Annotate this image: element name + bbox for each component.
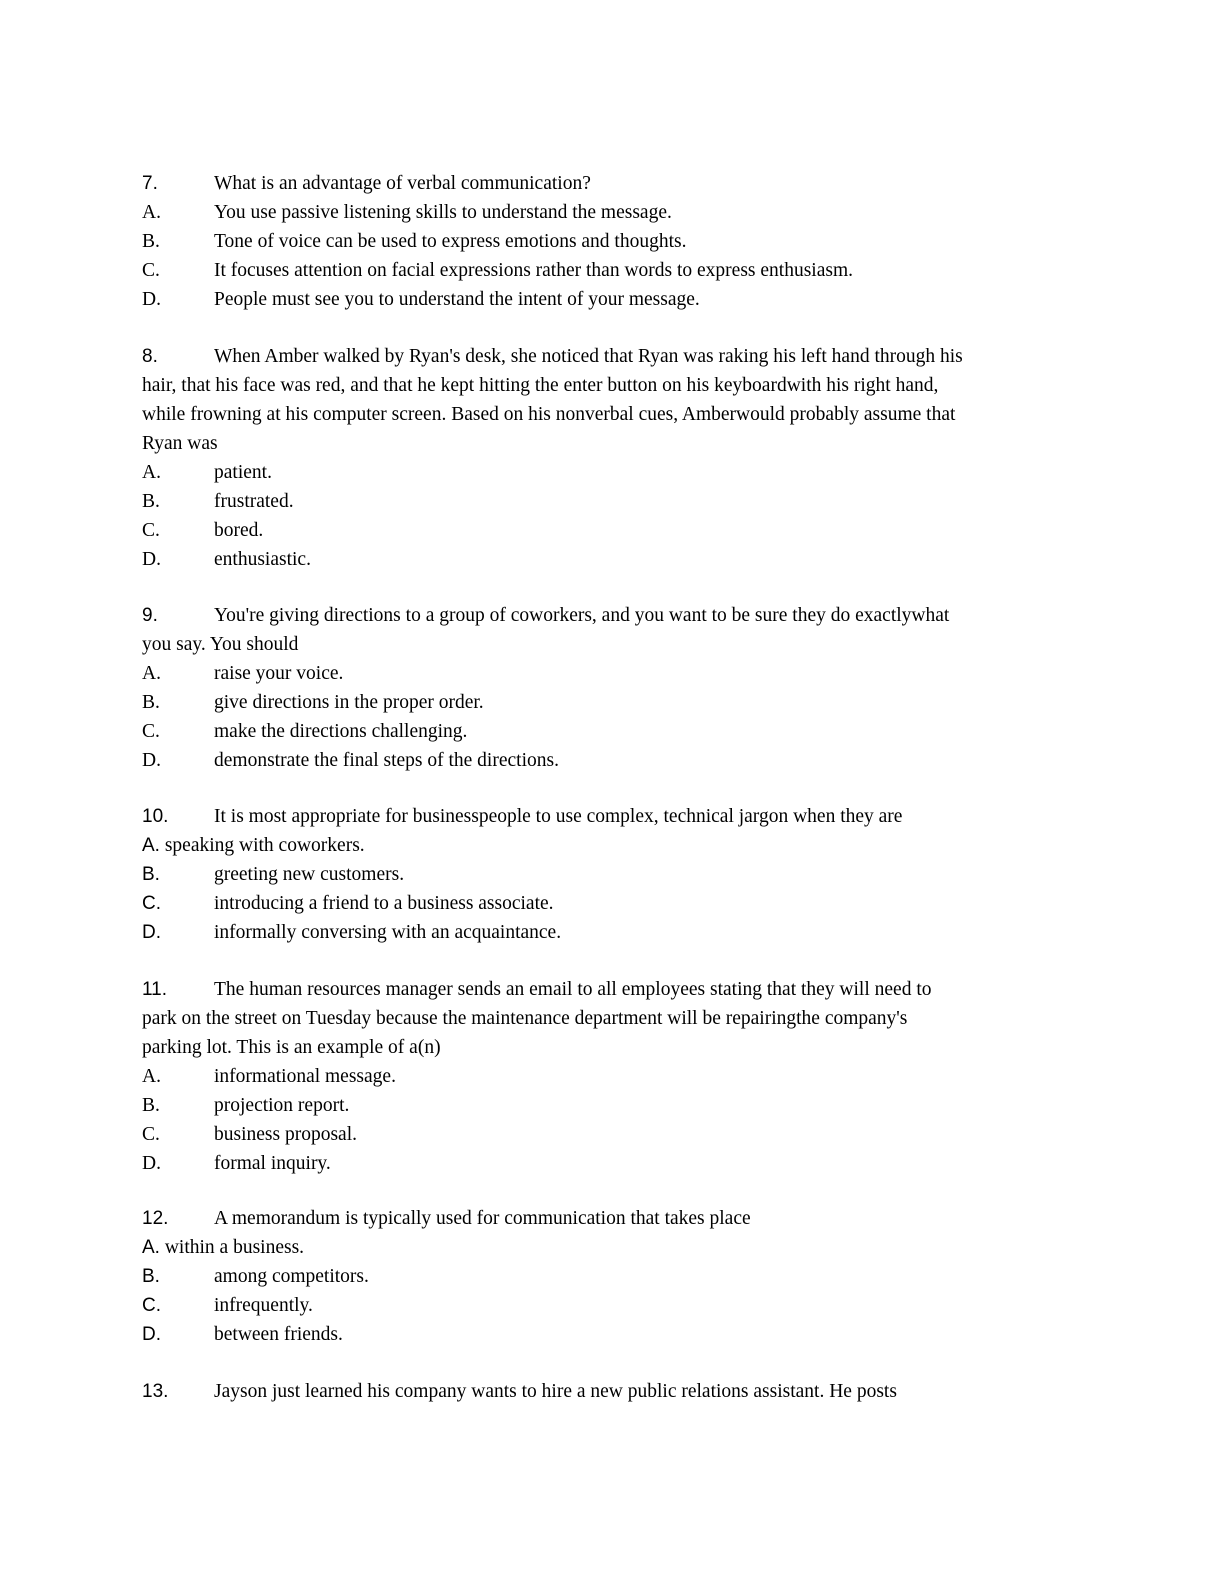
question-number: 7. (142, 173, 158, 194)
option-text: You use passive listening skills to understand the message. (214, 202, 672, 223)
option-text: greeting new customers. (214, 864, 405, 885)
option-letter: B. (142, 692, 160, 713)
option-letter: A. (142, 663, 161, 684)
question-text: park on the street on Tuesday because the maintenance department will be repairingthe company's (142, 1008, 908, 1029)
option-letter: C. (142, 260, 160, 281)
question-13 (142, 1377, 1072, 1406)
question-text: A memorandum is typically used for communication that takes place (214, 1208, 751, 1229)
question-stem (142, 802, 1072, 831)
option-c (142, 717, 1072, 746)
option-a (142, 831, 1072, 860)
option-letter: B. (142, 491, 160, 512)
option-text: informally conversing with an acquaintance. (214, 922, 562, 943)
option-letter: A. (142, 462, 161, 483)
question-text: Ryan was (142, 433, 218, 454)
option-letter: D. (142, 289, 161, 310)
option-text: enthusiastic. (214, 549, 311, 570)
question-text: hair, that his face was red, and that he kept hitting the enter button on his keyboardwith his right hand, (142, 375, 939, 396)
option-text: projection report. (214, 1095, 350, 1116)
question-number: 12. (142, 1208, 169, 1229)
option-c (142, 256, 1072, 285)
question-number: 8. (142, 346, 158, 367)
option-c (142, 889, 1072, 918)
option-letter: A. (142, 1237, 160, 1258)
question-text: you say. You should (142, 634, 299, 655)
option-text: It focuses attention on facial expressions rather than words to express enthusiasm. (214, 260, 853, 281)
question-11 (142, 975, 1072, 1178)
question-7 (142, 169, 1072, 314)
question-number: 11. (142, 979, 168, 1000)
question-stem (142, 1204, 1072, 1233)
question-8 (142, 342, 1072, 574)
option-letter: D. (142, 750, 161, 771)
question-stem-line (142, 601, 1072, 630)
question-text: When Amber walked by Ryan's desk, she noticed that Ryan was raking his left hand through his (214, 346, 963, 367)
option-letter: C. (142, 520, 160, 541)
option-a (142, 659, 1072, 688)
option-text: infrequently. (214, 1295, 313, 1316)
question-stem-line (142, 1004, 1072, 1033)
question-text: Jayson just learned his company wants to hire a new public relations assistant. He posts (214, 1381, 897, 1402)
option-c (142, 1120, 1072, 1149)
option-c (142, 516, 1072, 545)
option-text: Tone of voice can be used to express emotions and thoughts. (214, 231, 687, 252)
option-b (142, 688, 1072, 717)
option-text: introducing a friend to a business associate. (214, 893, 554, 914)
question-stem (142, 1377, 1072, 1406)
option-letter: C. (142, 721, 160, 742)
option-d (142, 1320, 1072, 1349)
question-number: 10. (142, 806, 169, 827)
question-text: You're giving directions to a group of coworkers, and you want to be sure they do exactlywhat (214, 605, 950, 626)
question-text: The human resources manager sends an email to all employees stating that they will need to (214, 979, 932, 1000)
option-a (142, 1233, 1072, 1262)
option-text: demonstrate the final steps of the directions. (214, 750, 559, 771)
option-text: patient. (214, 462, 272, 483)
option-letter: B. (142, 1266, 160, 1287)
option-d (142, 746, 1072, 775)
question-stem (142, 169, 1072, 198)
option-text: among competitors. (214, 1266, 369, 1287)
option-letter: D. (142, 1324, 161, 1345)
option-letter: A. (142, 202, 161, 223)
option-text: give directions in the proper order. (214, 692, 484, 713)
option-b (142, 1262, 1072, 1291)
option-b (142, 487, 1072, 516)
option-letter: C. (142, 1124, 160, 1145)
option-text: informational message. (214, 1066, 396, 1087)
option-text: speaking with coworkers. (164, 835, 365, 856)
option-b (142, 227, 1072, 256)
question-stem-line (142, 371, 1072, 400)
question-stem-line (142, 975, 1072, 1004)
option-d (142, 545, 1072, 574)
option-b (142, 860, 1072, 889)
option-d (142, 1149, 1072, 1178)
question-text: while frowning at his computer screen. Based on his nonverbal cues, Amberwould probably assume that (142, 404, 956, 425)
option-letter: C. (142, 1295, 161, 1316)
question-12 (142, 1204, 1072, 1349)
option-text: within a business. (164, 1237, 305, 1258)
option-letter: A. (142, 1066, 161, 1087)
option-text: bored. (214, 520, 264, 541)
option-text: People must see you to understand the intent of your message. (214, 289, 700, 310)
option-text: make the directions challenging. (214, 721, 468, 742)
question-stem-line (142, 630, 1072, 659)
option-letter: B. (142, 1095, 160, 1116)
option-text: frustrated. (214, 491, 294, 512)
question-text: What is an advantage of verbal communication? (214, 173, 591, 194)
option-letter: D. (142, 1153, 161, 1174)
option-text: raise your voice. (214, 663, 344, 684)
question-stem-line (142, 400, 1072, 429)
option-letter: B. (142, 864, 160, 885)
option-text: between friends. (214, 1324, 343, 1345)
question-number: 13. (142, 1381, 169, 1402)
option-text: formal inquiry. (214, 1153, 331, 1174)
option-a (142, 458, 1072, 487)
option-letter: D. (142, 922, 161, 943)
option-d (142, 285, 1072, 314)
option-letter: D. (142, 549, 161, 570)
option-b (142, 1091, 1072, 1120)
option-letter: B. (142, 231, 160, 252)
option-text: business proposal. (214, 1124, 357, 1145)
option-a (142, 1062, 1072, 1091)
question-text: It is most appropriate for businesspeople to use complex, technical jargon when they are (214, 806, 903, 827)
question-stem-line (142, 342, 1072, 371)
option-c (142, 1291, 1072, 1320)
option-letter: C. (142, 893, 161, 914)
question-10 (142, 802, 1072, 947)
question-number: 9. (142, 605, 158, 626)
option-d (142, 918, 1072, 947)
question-text: parking lot. This is an example of a(n) (142, 1037, 441, 1058)
question-stem-line (142, 1033, 1072, 1062)
option-a (142, 198, 1072, 227)
option-letter: A. (142, 835, 160, 856)
question-stem-line (142, 429, 1072, 458)
question-9 (142, 601, 1072, 775)
